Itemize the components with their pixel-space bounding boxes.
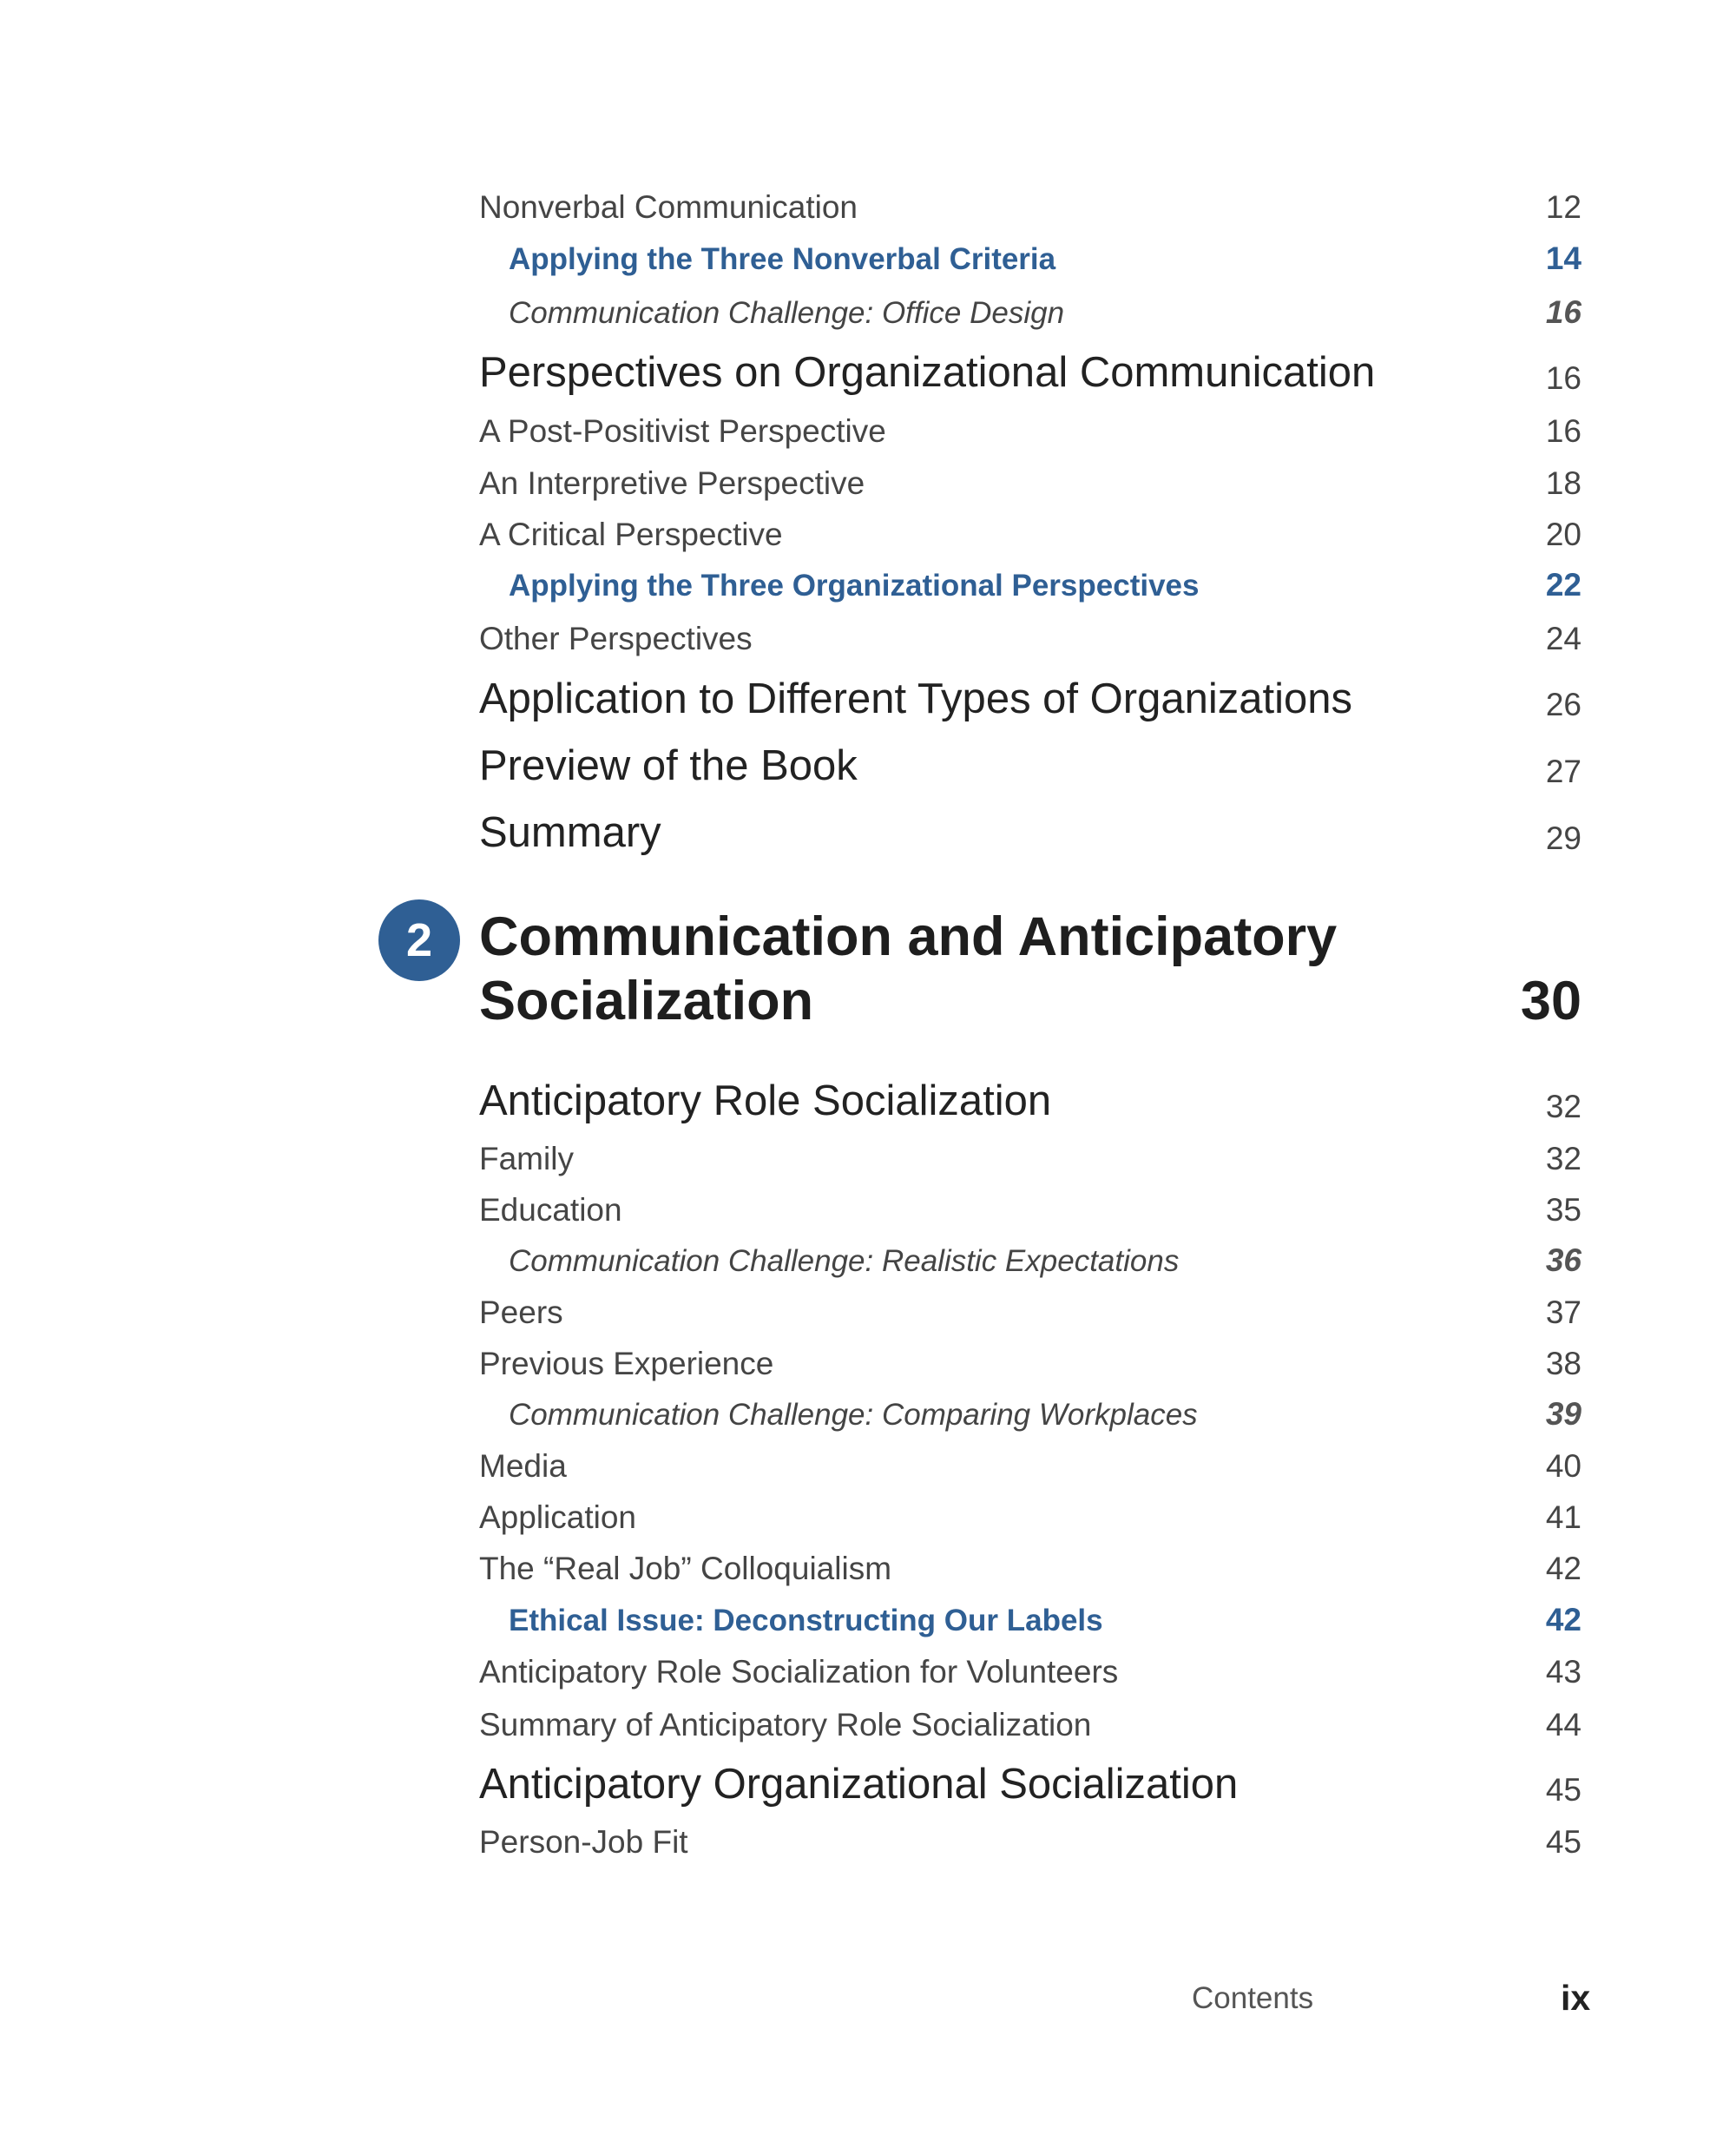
toc-entry[interactable] — [479, 1439, 1581, 1491]
toc-section-heading[interactable] — [479, 1762, 1581, 1815]
toc-entry-title: Anticipatory Role Socialization for Volunteers — [479, 1654, 1119, 1690]
toc-entry-title: Application to Different Types of Organizations — [479, 675, 1352, 722]
toc-section-heading[interactable] — [479, 1079, 1581, 1131]
toc-entry-title: Anticipatory Role Socialization — [479, 1077, 1052, 1124]
toc-entry-title: Anticipatory Organizational Socialization — [479, 1761, 1239, 1808]
toc-entry[interactable] — [479, 507, 1581, 559]
toc-entry-page: 44 — [1545, 1707, 1581, 1742]
toc-entry[interactable] — [479, 1697, 1581, 1749]
toc-entry-title: Communication Challenge: Realistic Expectations — [509, 1244, 1180, 1278]
toc-entry-title: An Interpretive Perspective — [479, 465, 865, 501]
toc-entry[interactable] — [479, 1490, 1581, 1542]
toc-entry-challenge[interactable] — [479, 1387, 1581, 1439]
toc-entry-title: Nonverbal Communication — [479, 189, 858, 225]
toc-entry-page: 42 — [1545, 1551, 1581, 1586]
toc-entry-page: 43 — [1545, 1654, 1581, 1690]
toc-entry[interactable] — [479, 1336, 1581, 1388]
toc-entry-feature[interactable] — [479, 1592, 1581, 1644]
toc-entry-page: 29 — [1545, 820, 1581, 856]
running-footer-label: Contents — [1192, 1981, 1314, 2015]
toc-entry[interactable] — [479, 456, 1581, 508]
toc-entry-page: 27 — [1545, 754, 1581, 789]
toc-entry-title: Applying the Three Nonverbal Criteria — [509, 242, 1056, 276]
toc-entry-page: 24 — [1545, 621, 1581, 656]
toc-entry-title: Perspectives on Organizational Communication — [479, 349, 1376, 396]
toc-entry-title: Person-Job Fit — [479, 1824, 688, 1860]
toc-entry-page: 45 — [1545, 1824, 1581, 1860]
toc-entry-page: 22 — [1545, 567, 1581, 603]
toc-entry-page: 40 — [1545, 1448, 1581, 1484]
toc-entry-page: 12 — [1545, 189, 1581, 225]
toc-entry-feature[interactable] — [479, 231, 1581, 283]
toc-section-heading[interactable] — [479, 677, 1581, 729]
toc-entry[interactable] — [479, 1131, 1581, 1183]
toc-entry-page: 45 — [1545, 1772, 1581, 1808]
toc-entry-title: Summary — [479, 809, 661, 856]
chapter-title[interactable]: Communication and Anticipatory Socialization — [479, 906, 1338, 1031]
toc-entry-page: 35 — [1545, 1192, 1581, 1228]
toc-entry[interactable] — [479, 1644, 1581, 1696]
toc-entry-challenge[interactable] — [479, 285, 1581, 337]
toc-entry[interactable] — [479, 180, 1581, 232]
toc-entry[interactable] — [479, 404, 1581, 456]
toc-entry-page: 39 — [1545, 1396, 1581, 1432]
toc-entry-page: 20 — [1545, 517, 1581, 552]
toc-entry-page: 14 — [1545, 240, 1581, 276]
toc-section-heading[interactable] — [479, 811, 1581, 863]
toc-entry-page: 26 — [1545, 687, 1581, 722]
toc-entry-title: Media — [479, 1448, 567, 1484]
toc-entry-title: Education — [479, 1192, 622, 1228]
toc-entry-title: A Post-Positivist Perspective — [479, 413, 886, 449]
toc-entry-title: Other Perspectives — [479, 621, 753, 656]
toc-entry[interactable] — [479, 1541, 1581, 1593]
toc-entry-title: Application — [479, 1499, 637, 1535]
toc-entry-title: Preview of the Book — [479, 742, 858, 789]
toc-entry-title: Applying the Three Organizational Perspectives — [509, 569, 1200, 603]
toc-entry[interactable] — [479, 1182, 1581, 1235]
toc-entry-title: Previous Experience — [479, 1346, 774, 1381]
toc-entry-page: 32 — [1545, 1141, 1581, 1176]
toc-entry-page: 16 — [1545, 413, 1581, 449]
toc-entry-page: 18 — [1545, 465, 1581, 501]
toc-entry-page: 41 — [1545, 1499, 1581, 1535]
toc-entry[interactable] — [479, 611, 1581, 663]
toc-entry-page: 37 — [1545, 1294, 1581, 1330]
toc-entry-challenge[interactable] — [479, 1233, 1581, 1285]
toc-entry-title: Ethical Issue: Deconstructing Our Labels — [509, 1604, 1103, 1637]
toc-entry[interactable] — [479, 1815, 1581, 1867]
toc-section-heading[interactable] — [479, 744, 1581, 796]
chapter-number-badge: 2 — [378, 899, 460, 981]
folio-page-number: ix — [1561, 1978, 1591, 2018]
chapter-page-number: 30 — [1520, 971, 1581, 1031]
toc-entry-title: Communication Challenge: Office Design — [509, 296, 1065, 330]
toc-entry-page: 16 — [1545, 294, 1581, 330]
toc-entry-title: Communication Challenge: Comparing Workplaces — [509, 1398, 1198, 1432]
toc-entry-title: Summary of Anticipatory Role Socialization — [479, 1707, 1092, 1742]
toc-entry-page: 36 — [1545, 1242, 1581, 1278]
toc-entry[interactable] — [479, 1285, 1581, 1337]
toc-entry-page: 16 — [1545, 360, 1581, 396]
toc-entry-page: 42 — [1545, 1602, 1581, 1637]
toc-entry-page: 32 — [1545, 1089, 1581, 1124]
toc-section-heading[interactable] — [479, 351, 1581, 403]
toc-entry-title: Family — [479, 1141, 574, 1176]
toc-entry-page: 38 — [1545, 1346, 1581, 1381]
toc-entry-title: A Critical Perspective — [479, 517, 783, 552]
toc-entry-feature[interactable] — [479, 557, 1581, 609]
toc-entry-title: Peers — [479, 1294, 563, 1330]
toc-entry-title: The “Real Job” Colloquialism — [479, 1551, 892, 1586]
